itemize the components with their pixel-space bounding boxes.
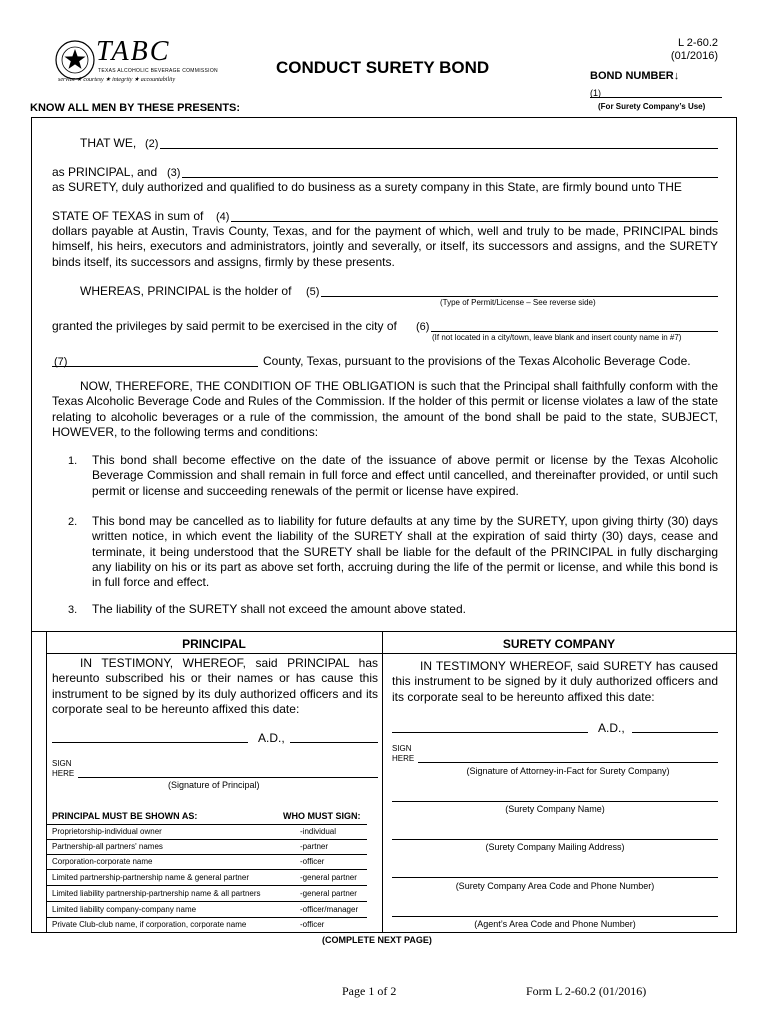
bond-number-label: BOND NUMBER↓ [590, 70, 680, 82]
surety-here-label: HERE [392, 754, 415, 763]
surety-phone-label: (Surety Company Area Code and Phone Number) [455, 881, 655, 891]
tabc-logo-tagline: service ★ courtesy ★ integrity ★ accountability [58, 77, 176, 83]
column-divider [382, 631, 383, 932]
entity-owner: Partnership-all partners' names [52, 842, 163, 851]
as-principal-label: as PRINCIPAL, and [52, 165, 158, 179]
table-row-line [47, 885, 367, 886]
permit-note: (Type of Permit/License – See reverse side) [440, 298, 596, 307]
entity-owner: Proprietorship-individual owner [52, 827, 162, 836]
principal-year-field[interactable] [290, 731, 378, 743]
ref-4: (4) [216, 211, 230, 223]
know-all-heading: KNOW ALL MEN BY THESE PRESENTS: [30, 102, 241, 114]
city-note: (If not located in a city/town, leave blank and insert county name in #7) [432, 333, 682, 342]
entity-owner: Limited liability partnership-partnership name & all partners [52, 889, 261, 898]
city-field[interactable] [431, 320, 718, 332]
ref-7: (7) [54, 356, 68, 368]
that-we-label: THAT WE, [80, 136, 137, 150]
now-therefore-paragraph: NOW, THEREFORE, THE CONDITION OF THE OBLIGATION is such that the Principal shall faithfully conform with the Texas Alcoholic Beverage Code and Rules of the Commission. If the holder of this permit or license violates a law of the state relating to alcoholic beverages or a rule of the commission, the amount of the bond shall be paid to the state, SUBJECT, HOWEVER, to the following terms and conditions: [52, 379, 718, 439]
item-3-text: The liability of the SURETY shall not exceed the amount above stated. [92, 602, 466, 616]
entity-owner: Private Club-club name, if corporation, corporate name [52, 920, 247, 929]
attorney-signature-field[interactable] [418, 751, 718, 763]
table-header-line [47, 824, 367, 825]
form-border-top [31, 117, 737, 118]
entity-signer: -officer/manager [300, 905, 359, 914]
table-row-line [47, 869, 367, 870]
state-of-texas-label: STATE OF TEXAS in sum of [52, 209, 204, 223]
surety-company-name-label: (Surety Company Name) [505, 804, 605, 814]
tabc-seal [55, 40, 95, 80]
surety-name-field[interactable] [182, 166, 718, 178]
entity-signer: -partner [300, 842, 329, 851]
surety-heading-underline [382, 653, 736, 654]
form-border-right [736, 117, 737, 932]
permit-type-field[interactable] [321, 285, 718, 297]
principal-date-field[interactable] [52, 731, 248, 743]
ref-6: (6) [416, 321, 430, 333]
surety-heading: SURETY COMPANY [502, 637, 616, 651]
attorney-signature-label: (Signature of Attorney-in-Fact for Surety Company) [466, 766, 670, 776]
form-border-bottom [31, 932, 737, 933]
principal-heading-underline [46, 653, 382, 654]
surety-company-name-field[interactable] [392, 790, 718, 802]
county-field[interactable] [52, 355, 258, 367]
agent-phone-label: (Agent’s Area Code and Phone Number) [474, 919, 636, 929]
bond-number-field[interactable] [590, 86, 722, 98]
form-code: L 2-60.2 [678, 37, 718, 49]
item-1-text: This bond shall become effective on the date of the issuance of above permit or license by the Texas Alcoholic Beverage Commission and shall remain in full force and effect until cancelled, and thereinafter provided, or until such permit or license and succeeding renewals of the permit or license have expired. [92, 453, 718, 498]
page-title: CONDUCT SURETY BOND [276, 58, 490, 77]
entity-signer: -general partner [300, 873, 357, 882]
surety-sign-label: SIGN [392, 744, 412, 753]
county-text: County, Texas, pursuant to the provisions of the Texas Alcoholic Beverage Code. [263, 354, 691, 368]
ref-2: (2) [145, 138, 159, 150]
form-reference: Form L 2-60.2 (01/2016) [526, 984, 647, 998]
complete-next-page: (COMPLETE NEXT PAGE) [322, 935, 432, 945]
principal-here-label: HERE [52, 769, 75, 778]
surety-address-label: (Surety Company Mailing Address) [485, 842, 625, 852]
ref-5: (5) [306, 286, 320, 298]
as-surety-text: as SURETY, duly authorized and qualified to do business as a surety company in this State, are firmly bound unto THE [52, 180, 682, 194]
surety-ad-label: A.D., [598, 721, 625, 735]
table-row-line [47, 917, 367, 918]
principal-ad-label: A.D., [258, 731, 285, 745]
item-2-text: This bond may be cancelled as to liability for future defaults at any time by the SURETY, upon giving thirty (30) days written notice, in which event the liability of the SURETY shall at the expiration of said thirty (30) days, cease and terminate, it being understood that the SURETY shall be liable for the default of the PRINCIPAL in fully discharging any liability on his or its part as above set forth, accruing during the life of the permit or license, and while this bond is in full force and effect. [92, 514, 718, 590]
item-3-number: 3. [68, 604, 78, 616]
surety-year-field[interactable] [632, 721, 718, 733]
principal-sign-label: SIGN [52, 759, 72, 768]
whereas-label: WHEREAS, PRINCIPAL is the holder of [80, 284, 292, 298]
entity-signer: -officer [300, 920, 325, 929]
table-row-line [47, 901, 367, 902]
surety-phone-field[interactable] [392, 866, 718, 878]
entity-owner: Corporation-corporate name [52, 857, 153, 866]
surety-date-field[interactable] [392, 721, 588, 733]
entity-signer: -individual [300, 827, 337, 836]
principal-heading: PRINCIPAL [182, 637, 246, 651]
shown-as-header: PRINCIPAL MUST BE SHOWN AS: [52, 811, 198, 821]
ref-3: (3) [167, 167, 181, 179]
entity-owner: Limited liability company-company name [52, 905, 197, 914]
principal-signature-label: (Signature of Principal) [168, 780, 260, 790]
principal-left-border [46, 631, 47, 932]
who-sign-header: WHO MUST SIGN: [283, 811, 361, 821]
item-2-number: 2. [68, 516, 78, 528]
sum-field[interactable] [231, 210, 718, 222]
form-border-left [31, 117, 32, 932]
tabc-logo-text: TABC [96, 36, 171, 67]
bond-number-ref: (1) [590, 88, 601, 98]
form-date: (01/2016) [670, 50, 718, 62]
entity-signer: -officer [300, 857, 325, 866]
principal-testimony: IN TESTIMONY, WHEREOF, said PRINCIPAL has hereunto subscribed his or their names or has cause this instrument to be signed by its duly authorized officers and its corporate seal to be hereunto affixed this date: [52, 656, 378, 716]
entity-owner: Limited partnership-partnership name & general partner [52, 873, 249, 882]
bond-number-note: (For Surety Company’s Use) [598, 102, 706, 111]
agent-phone-field[interactable] [392, 905, 718, 917]
granted-label: granted the privileges by said permit to be exercised in the city of [52, 319, 397, 333]
page-number: Page 1 of 2 [342, 984, 397, 998]
signature-section-top [31, 631, 737, 632]
table-row-line [47, 839, 367, 840]
principal-signature-field[interactable] [78, 766, 378, 778]
entity-signer: -general partner [300, 889, 357, 898]
principal-name-field[interactable] [160, 137, 718, 149]
item-1-number: 1. [68, 455, 78, 467]
tabc-logo-subtitle: TEXAS ALCOHOLIC BEVERAGE COMMISSION [98, 68, 218, 74]
table-row-line [47, 854, 367, 855]
dollars-paragraph: dollars payable at Austin, Travis County, Texas, and for the payment of which, well and truly to be made, PRINCIPAL binds himself, his heirs, executors and administrators, jointly and severally, or itself, its successors and assigns, and the SURETY binds itself, its successors and assigns, firmly by these presents. [52, 224, 718, 269]
surety-address-field[interactable] [392, 828, 718, 840]
surety-testimony: IN TESTIMONY WHEREOF, said SURETY has caused this instrument to be signed by it duly authorized officers and its corporate seal to be hereunto affixed this date: [392, 659, 718, 704]
